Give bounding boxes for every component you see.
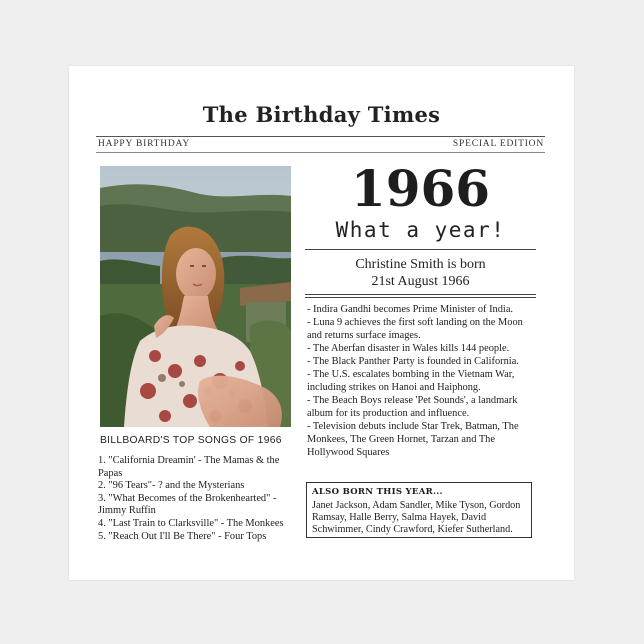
event-item: - Television debuts include Star Trek, Batman, The Monkees, The Green Hornet, Tarzan and The Hollywood Squares: [307, 421, 519, 458]
masthead-rule-bottom: [96, 152, 545, 153]
headline-year: 1966: [350, 159, 491, 218]
birth-rule-top: [305, 294, 536, 295]
event-item: - The Beach Boys release 'Pet Sounds', a landmark album for its production and influence.: [307, 395, 518, 419]
napkin-newspaper: [69, 66, 574, 580]
portrait-photo: [100, 166, 291, 427]
event-item: - The Aberfan disaster in Wales kills 144 people.: [307, 343, 510, 354]
event-item: - The U.S. escalates bombing in the Vietnam War, including strikes on Hanoi and Haiphong.: [307, 369, 515, 393]
top-songs-title: BILLBOARD'S TOP SONGS OF 1966: [100, 435, 282, 446]
events-list: [307, 303, 539, 459]
event-item: - Luna 9 achieves the first soft landing on the Moon and returns surface images.: [307, 317, 523, 341]
song-item: 5. "Reach Out I'll Be There" - Four Tops: [98, 530, 267, 542]
event-item: - Indira Gandhi becomes Prime Minister of India.: [307, 304, 514, 315]
birth-name-line: Christine Smith is born: [355, 257, 486, 272]
masthead-title: The Birthday Times: [202, 102, 441, 127]
special-edition-label: SPECIAL EDITION: [452, 139, 544, 149]
also-born-text: Janet Jackson, Adam Sandler, Mike Tyson, Gordon Ramsay, Halle Berry, Salma Hayek, David Schwimmer, Cindy Crawford, Kiefer Sutherland.: [312, 500, 521, 535]
masthead-rule-top: [96, 136, 545, 137]
also-born-box: [306, 482, 532, 538]
song-item: 4. "Last Train to Clarksville" - The Monkees: [98, 517, 284, 529]
portrait-photo-art: [100, 166, 291, 427]
also-born-title: ALSO BORN THIS YEAR...: [312, 487, 443, 497]
event-item: - The Black Panther Party is founded in California.: [307, 356, 519, 367]
happy-birthday-label: HAPPY BIRTHDAY: [98, 139, 191, 149]
song-item: 1. "California Dreamin' - The Mamas & the Papas: [98, 455, 280, 479]
song-item: 3. "What Becomes of the Brokenhearted" - Jimmy Ruffin: [98, 492, 277, 517]
song-item: 2. "96 Tears"- ? and the Mysterians: [98, 480, 245, 492]
birth-announcement: [305, 256, 536, 290]
headline-tagline: What a year!: [335, 218, 506, 242]
birth-date-line: 21st August 1966: [371, 274, 470, 289]
top-songs-list: [98, 455, 295, 543]
birth-rule-bottom: [305, 297, 536, 298]
headline-rule: [305, 249, 536, 250]
